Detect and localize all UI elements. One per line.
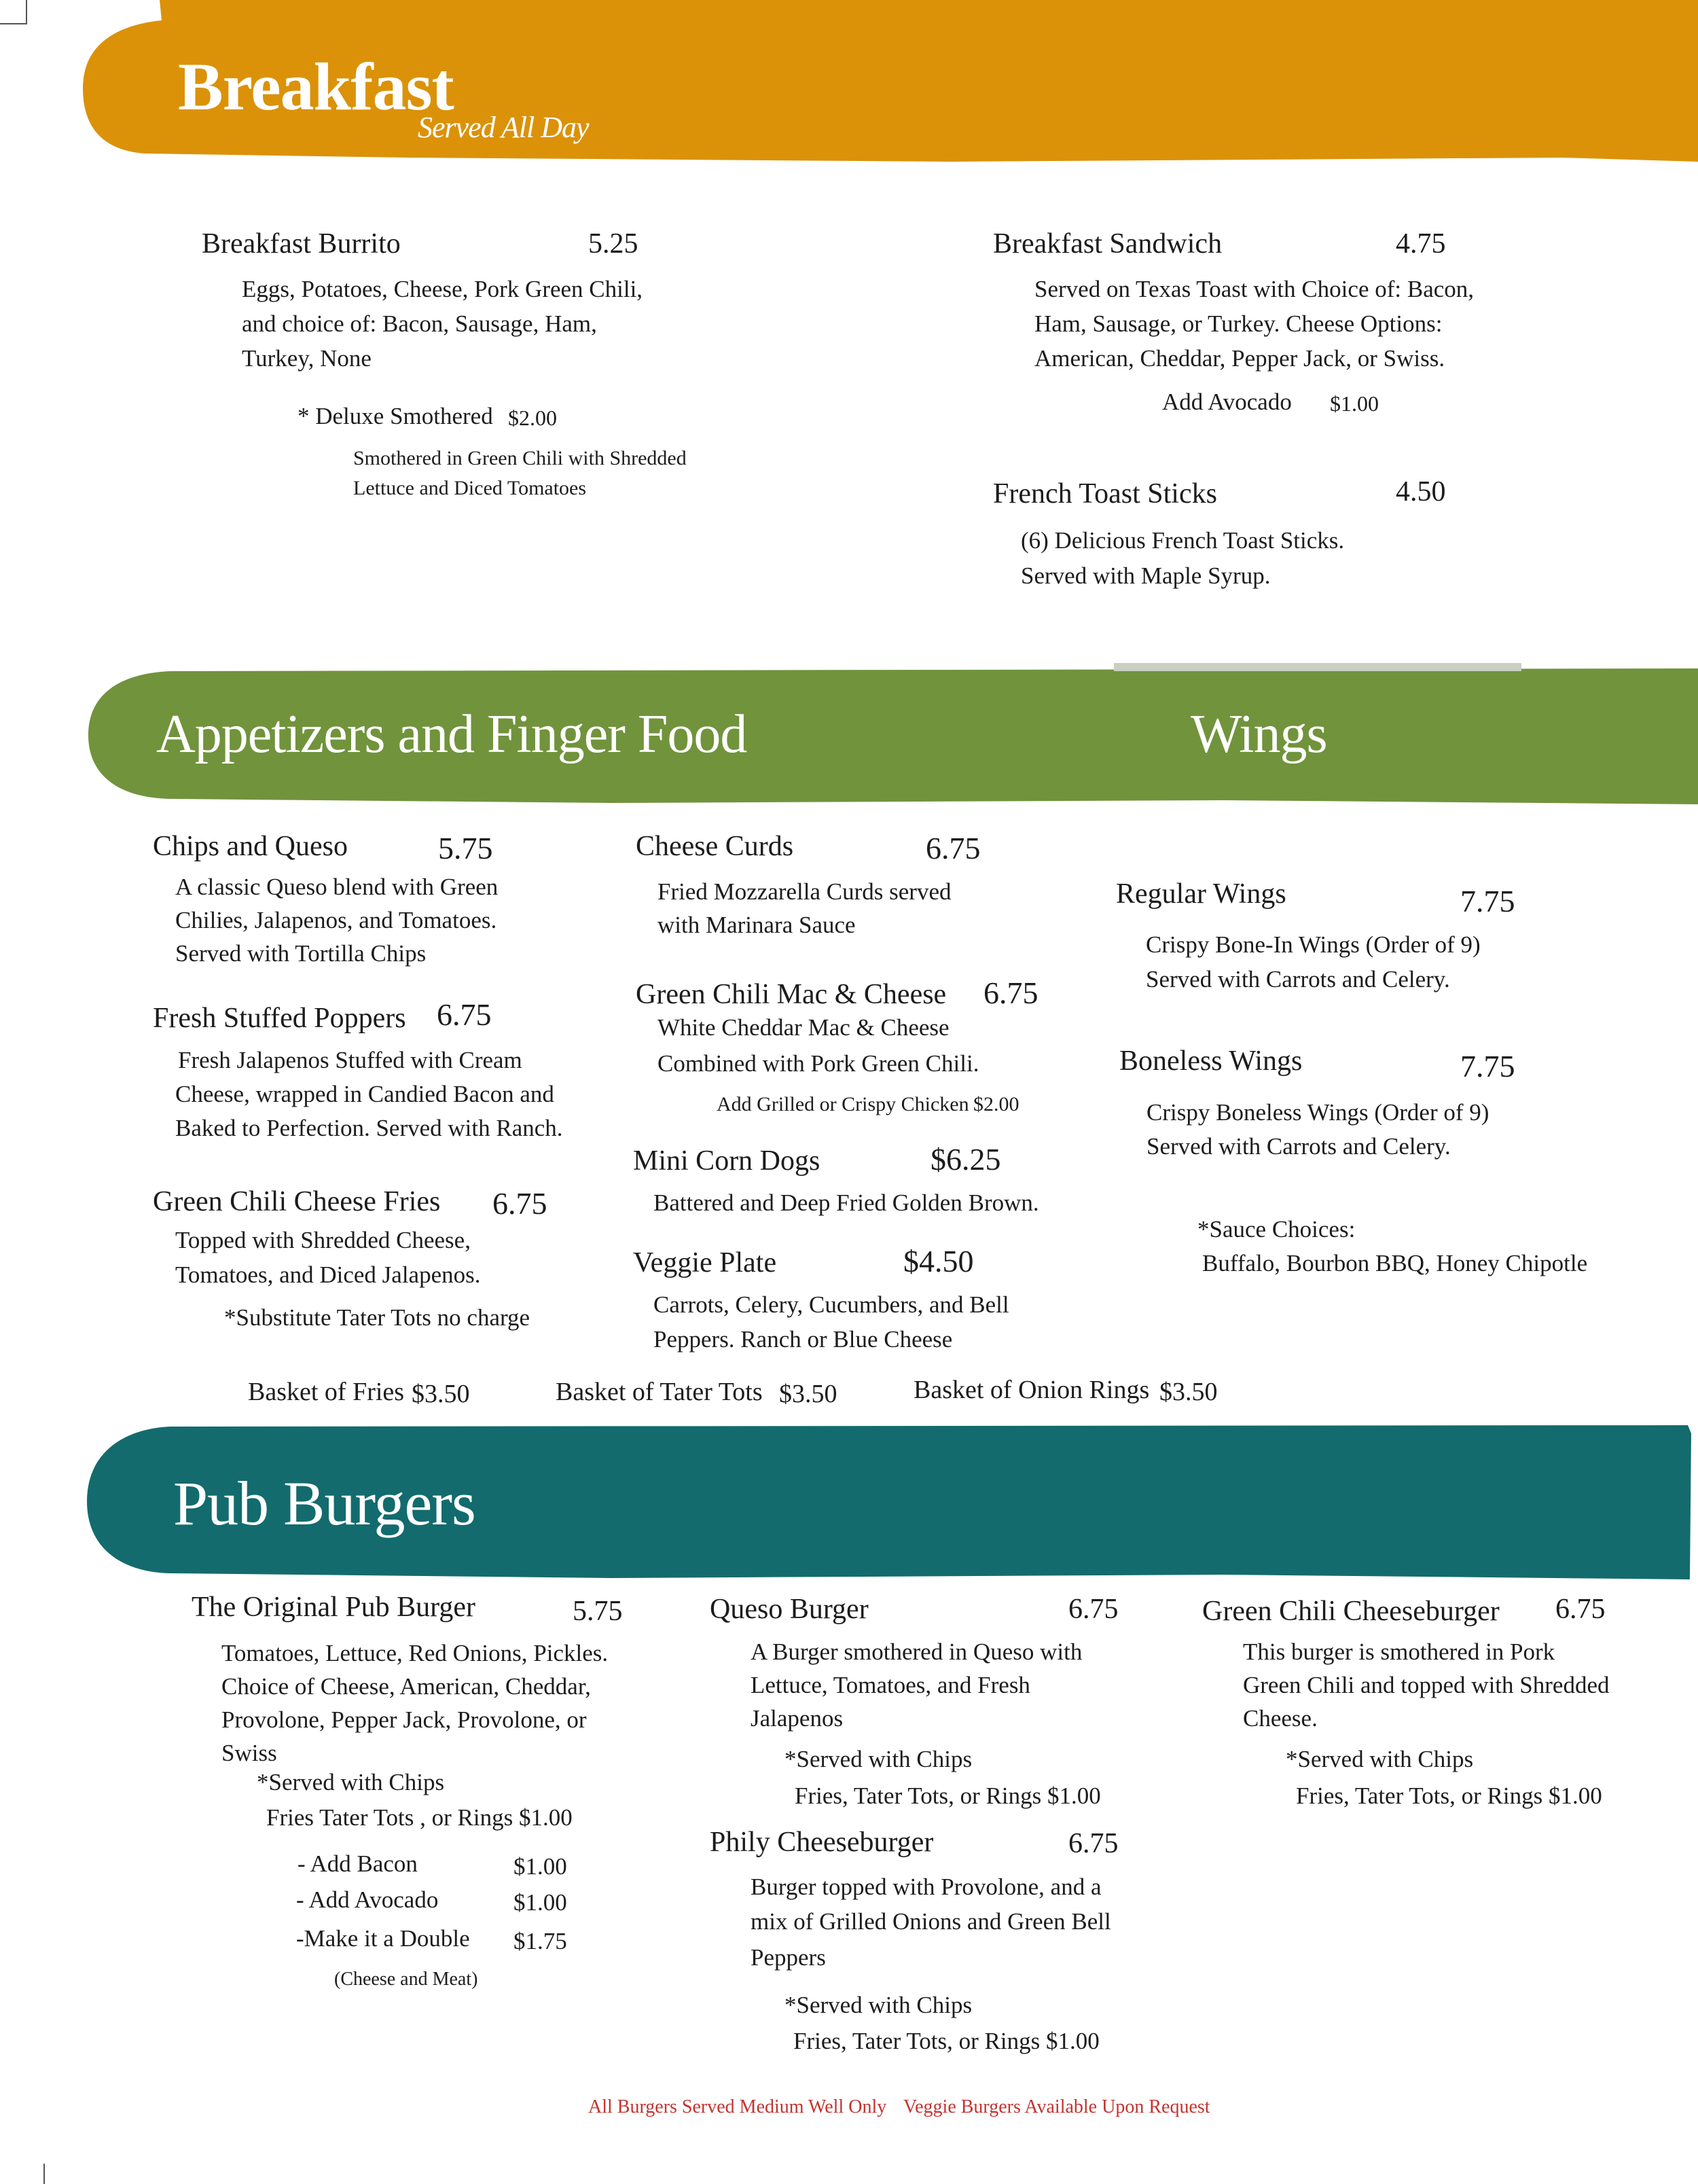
queso-burger-chips: *Served with Chips <box>784 1746 973 1772</box>
queso-burger-price: 6.75 <box>1068 1594 1119 1625</box>
phily-burger-sides: Fries, Tater Tots, or Rings $1.00 <box>793 2028 1100 2054</box>
mac-cheese-price: 6.75 <box>983 975 1038 1010</box>
queso-burger-name: Queso Burger <box>710 1594 869 1625</box>
poppers-price: 6.75 <box>437 997 492 1032</box>
basket-tots-label: Basket of Tater Tots <box>556 1378 763 1406</box>
wings-title: Wings <box>1191 704 1327 764</box>
veggie-plate-price: $4.50 <box>903 1244 974 1278</box>
poppers-name: Fresh Stuffed Poppers <box>153 1003 406 1034</box>
sandwich-addon-price: $1.00 <box>1330 391 1379 416</box>
burgers-title: Pub Burgers <box>173 1469 475 1538</box>
footnote-medium-well: All Burgers Served Medium Well Only <box>588 2096 887 2117</box>
french-toast-name: French Toast Sticks <box>993 478 1217 509</box>
poppers-desc-1: Fresh Jalapenos Stuffed with Cream <box>178 1047 522 1073</box>
original-burger-desc-1: Tomatoes, Lettuce, Red Onions, Pickles. <box>221 1640 609 1666</box>
french-toast-desc-1: (6) Delicious French Toast Sticks. <box>1021 527 1345 554</box>
burrito-desc-1: Eggs, Potatoes, Cheese, Pork Green Chili, <box>242 276 643 302</box>
cheese-fries-desc-1: Topped with Shredded Cheese, <box>175 1227 471 1253</box>
original-burger-chips: *Served with Chips <box>257 1769 445 1795</box>
sandwich-price: 4.75 <box>1396 228 1446 259</box>
veggie-plate-name: Veggie Plate <box>633 1247 777 1278</box>
sauce-list: Buffalo, Bourbon BBQ, Honey Chipotle <box>1202 1250 1588 1276</box>
green-chili-burger-desc-1: This burger is smothered in Pork <box>1243 1639 1555 1665</box>
cheese-fries-name: Green Chili Cheese Fries <box>153 1186 441 1217</box>
addon-double-price: $1.75 <box>513 1928 567 1954</box>
phily-burger-chips: *Served with Chips <box>784 1992 973 2018</box>
chips-queso-price: 5.75 <box>438 831 493 865</box>
addon-bacon-label: - Add Bacon <box>297 1850 418 1877</box>
boneless-wings-desc-2: Served with Carrots and Celery. <box>1146 1133 1451 1160</box>
green-chili-burger-price: 6.75 <box>1555 1594 1606 1625</box>
basket-fries-price: $3.50 <box>412 1380 470 1408</box>
mac-cheese-addon-price: $2.00 <box>973 1093 1019 1115</box>
cheese-curds-name: Cheese Curds <box>636 831 794 862</box>
original-burger-desc-2: Choice of Cheese, American, Cheddar, <box>221 1673 591 1700</box>
addon-avocado-price: $1.00 <box>513 1889 567 1916</box>
french-toast-desc-2: Served with Maple Syrup. <box>1021 562 1271 589</box>
phily-burger-desc-3: Peppers <box>751 1944 826 1971</box>
breakfast-subtitle: Served All Day <box>418 111 589 144</box>
french-toast-price: 4.50 <box>1396 476 1446 507</box>
sandwich-addon-label: Add Avocado <box>1162 389 1292 415</box>
chips-queso-desc-1: A classic Queso blend with Green <box>175 874 499 900</box>
original-burger-sides: Fries Tater Tots , or Rings $1.00 <box>266 1804 573 1831</box>
basket-rings-label: Basket of Onion Rings <box>914 1376 1150 1404</box>
mac-cheese-desc-2: Combined with Pork Green Chili. <box>657 1050 979 1077</box>
wings-banner-highlight <box>1114 663 1521 671</box>
appetizers-title: Appetizers and Finger Food <box>156 704 747 764</box>
corn-dogs-desc-1: Battered and Deep Fried Golden Brown. <box>653 1189 1039 1216</box>
cheese-curds-desc-1: Fried Mozzarella Curds served <box>657 878 952 905</box>
regular-wings-desc-2: Served with Carrots and Celery. <box>1146 966 1450 992</box>
sandwich-desc-3: American, Cheddar, Pepper Jack, or Swiss. <box>1034 345 1445 372</box>
basket-fries-label: Basket of Fries <box>248 1378 405 1406</box>
mac-cheese-name: Green Chili Mac & Cheese <box>636 979 947 1010</box>
boneless-wings-name: Boneless Wings <box>1119 1045 1303 1077</box>
regular-wings-name: Regular Wings <box>1116 878 1286 910</box>
burrito-addon-desc-1: Smothered in Green Chili with Shredded <box>353 447 687 469</box>
burrito-price: 5.25 <box>588 228 638 259</box>
boneless-wings-price: 7.75 <box>1460 1049 1515 1084</box>
addon-avocado-label: - Add Avocado <box>296 1886 439 1913</box>
veggie-plate-desc-2: Peppers. Ranch or Blue Cheese <box>653 1326 953 1353</box>
footnote-veggie-burgers: Veggie Burgers Available Upon Request <box>903 2096 1210 2117</box>
sandwich-desc-1: Served on Texas Toast with Choice of: Bacon, <box>1034 276 1475 302</box>
regular-wings-price: 7.75 <box>1460 884 1515 918</box>
mac-cheese-desc-1: White Cheddar Mac & Cheese <box>657 1014 950 1041</box>
burrito-addon-desc-2: Lettuce and Diced Tomatoes <box>353 477 587 499</box>
original-burger-price: 5.75 <box>573 1596 623 1627</box>
crop-mark-bottom-left <box>43 2164 45 2184</box>
corn-dogs-name: Mini Corn Dogs <box>633 1145 820 1177</box>
sandwich-desc-2: Ham, Sausage, or Turkey. Cheese Options: <box>1034 310 1443 337</box>
corn-dogs-price: $6.25 <box>931 1142 1001 1177</box>
veggie-plate-desc-1: Carrots, Celery, Cucumbers, and Bell <box>653 1291 1009 1318</box>
cheese-fries-note: *Substitute Tater Tots no charge <box>224 1304 530 1331</box>
cheese-curds-price: 6.75 <box>926 831 981 865</box>
chips-queso-name: Chips and Queso <box>153 831 348 862</box>
original-burger-desc-3: Provolone, Pepper Jack, Provolone, or <box>221 1706 587 1733</box>
green-chili-burger-chips: *Served with Chips <box>1286 1746 1474 1772</box>
queso-burger-desc-2: Lettuce, Tomatoes, and Fresh <box>751 1672 1030 1698</box>
cheese-fries-desc-2: Tomatoes, and Diced Jalapenos. <box>175 1261 481 1288</box>
boneless-wings-desc-1: Crispy Boneless Wings (Order of 9) <box>1146 1099 1489 1126</box>
green-chili-burger-name: Green Chili Cheeseburger <box>1202 1596 1500 1627</box>
green-chili-burger-desc-2: Green Chili and topped with Shredded <box>1243 1672 1610 1698</box>
queso-burger-sides: Fries, Tater Tots, or Rings $1.00 <box>795 1783 1101 1809</box>
basket-rings-price: $3.50 <box>1159 1378 1218 1406</box>
cheese-fries-price: 6.75 <box>492 1186 547 1221</box>
sandwich-name: Breakfast Sandwich <box>993 228 1223 259</box>
green-chili-burger-desc-3: Cheese. <box>1243 1705 1318 1732</box>
breakfast-title: Breakfast <box>178 49 454 124</box>
burrito-desc-3: Turkey, None <box>242 345 372 372</box>
burrito-addon-price: $2.00 <box>508 406 557 430</box>
poppers-desc-2: Cheese, wrapped in Candied Bacon and <box>175 1081 554 1107</box>
addon-double-note: (Cheese and Meat) <box>334 1969 478 1990</box>
addon-bacon-price: $1.00 <box>513 1853 567 1880</box>
chips-queso-desc-2: Chilies, Jalapenos, and Tomatoes. <box>175 907 497 933</box>
burrito-name: Breakfast Burrito <box>202 228 401 259</box>
mac-cheese-addon-label: Add Grilled or Crispy Chicken <box>717 1093 969 1115</box>
phily-burger-desc-2: mix of Grilled Onions and Green Bell <box>751 1908 1111 1935</box>
sauce-label: *Sauce Choices: <box>1197 1216 1356 1242</box>
phily-burger-name: Phily Cheeseburger <box>710 1827 934 1858</box>
green-chili-burger-sides: Fries, Tater Tots, or Rings $1.00 <box>1296 1783 1602 1809</box>
original-burger-desc-4: Swiss <box>221 1740 277 1766</box>
basket-tots-price: $3.50 <box>779 1380 837 1408</box>
poppers-desc-3: Baked to Perfection. Served with Ranch. <box>175 1115 563 1141</box>
original-burger-name: The Original Pub Burger <box>192 1592 475 1623</box>
chips-queso-desc-3: Served with Tortilla Chips <box>175 940 427 967</box>
addon-double-label: -Make it a Double <box>296 1925 470 1952</box>
queso-burger-desc-3: Jalapenos <box>751 1705 844 1732</box>
queso-burger-desc-1: A Burger smothered in Queso with <box>751 1639 1083 1665</box>
cheese-curds-desc-2: with Marinara Sauce <box>657 912 856 938</box>
phily-burger-price: 6.75 <box>1068 1828 1119 1859</box>
regular-wings-desc-1: Crispy Bone-In Wings (Order of 9) <box>1146 931 1481 958</box>
burrito-desc-2: and choice of: Bacon, Sausage, Ham, <box>242 310 597 337</box>
phily-burger-desc-1: Burger topped with Provolone, and a <box>751 1874 1102 1900</box>
burrito-addon-label: * Deluxe Smothered <box>297 403 493 429</box>
